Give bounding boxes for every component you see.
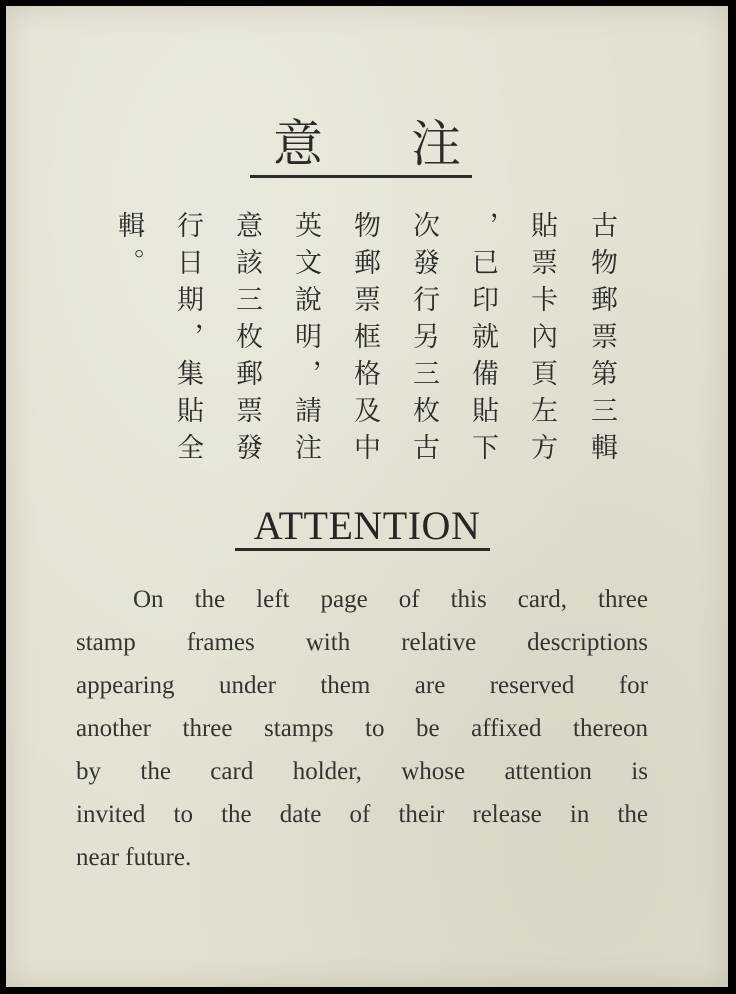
chinese-column-8: 行日期，集貼全: [172, 211, 203, 470]
english-line-2: stamp frames with relative descriptions: [76, 629, 648, 656]
notice-card: [6, 6, 728, 987]
english-notice-text: [76, 578, 648, 879]
chinese-column-6: 英文說明，請注: [290, 211, 321, 470]
english-line-5: by the card holder, whose attention is: [76, 758, 648, 785]
english-line-7: near future.: [76, 844, 192, 871]
chinese-title-char-1: 意: [273, 115, 323, 173]
english-line-6: invited to the date of their release in the: [76, 801, 648, 828]
english-title-underline: [235, 548, 490, 551]
english-line-3: appearing under them are reserved for: [76, 672, 648, 699]
chinese-column-9: 輯。: [113, 211, 144, 285]
chinese-column-5: 物郵票框格及中: [349, 211, 380, 470]
english-title: ATTENTION: [253, 503, 481, 548]
chinese-notice-text: [6, 211, 728, 481]
chinese-title: [6, 114, 728, 174]
chinese-column-4: 次發行另三枚古: [408, 211, 439, 470]
chinese-title-underline: [250, 175, 472, 178]
english-line-1: On the left page of this card, three: [133, 586, 648, 613]
chinese-column-3: ，已印就備貼下: [467, 211, 498, 470]
chinese-column-7: 意該三枚郵票發: [231, 211, 262, 470]
english-line-4: another three stamps to be affixed thereon: [76, 715, 648, 742]
chinese-title-char-2: 注: [411, 115, 461, 173]
chinese-column-1: 古物郵票第三輯: [586, 211, 617, 470]
chinese-column-2: 貼票卡內頁左方: [526, 211, 557, 470]
